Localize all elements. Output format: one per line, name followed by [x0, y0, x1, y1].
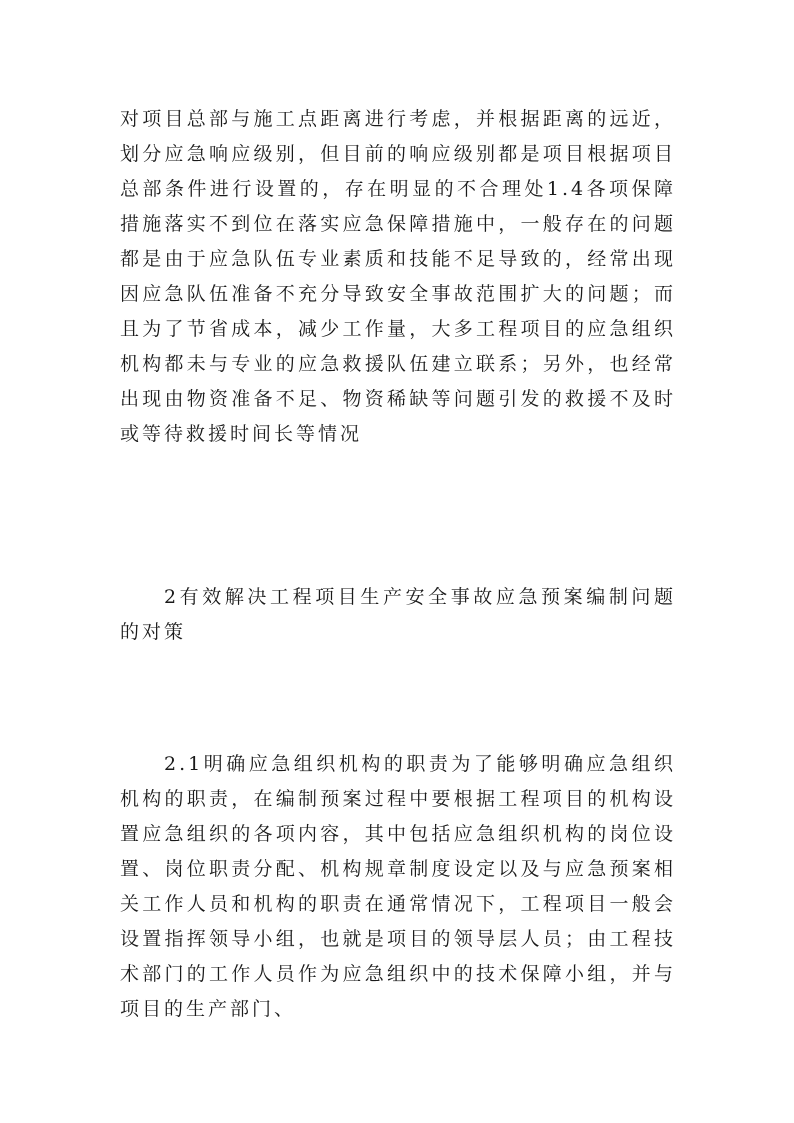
body-paragraph: 2.1明确应急组织机构的职责为了能够明确应急组织机构的职责，在编制预案过程中要根据工程项目的机构设置应急组织的各项内容，其中包括应急组织机构的岗位设置、岗位职责分配、机构规章制度设定以及与应急预案相关工作人员和机构的职责在通常情况下，工程项目一般会设置指挥领导小组，也就是项目的领导层人员；由工程技术部门的工作人员作为应急组织中的技术保障小组，并与项目的生产部门、 — [120, 753, 676, 1020]
section-heading: 2有效解决工程项目生产安全事故应急预案编制问题的对策 — [120, 586, 676, 643]
body-paragraph: 对项目总部与施工点距离进行考虑，并根据距离的远近，划分应急响应级别，但目前的响应级别都是项目根据项目总部条件进行设置的，存在明显的不合理处1.4各项保障措施落实不到位在落实应急保障措施中，一般存在的问题都是由于应急队伍专业素质和技能不足导致的，经常出现因应急队伍准备不充分导致安全事故范围扩大的问题；而且为了节省成本，减少工作量，大多工程项目的应急组织机构都未与专业的应急救援队伍建立联系；另外，也经常出现由物资准备不足、物资稀缺等问题引发的救援不及时或等待救援时间长等情况 — [120, 108, 676, 445]
